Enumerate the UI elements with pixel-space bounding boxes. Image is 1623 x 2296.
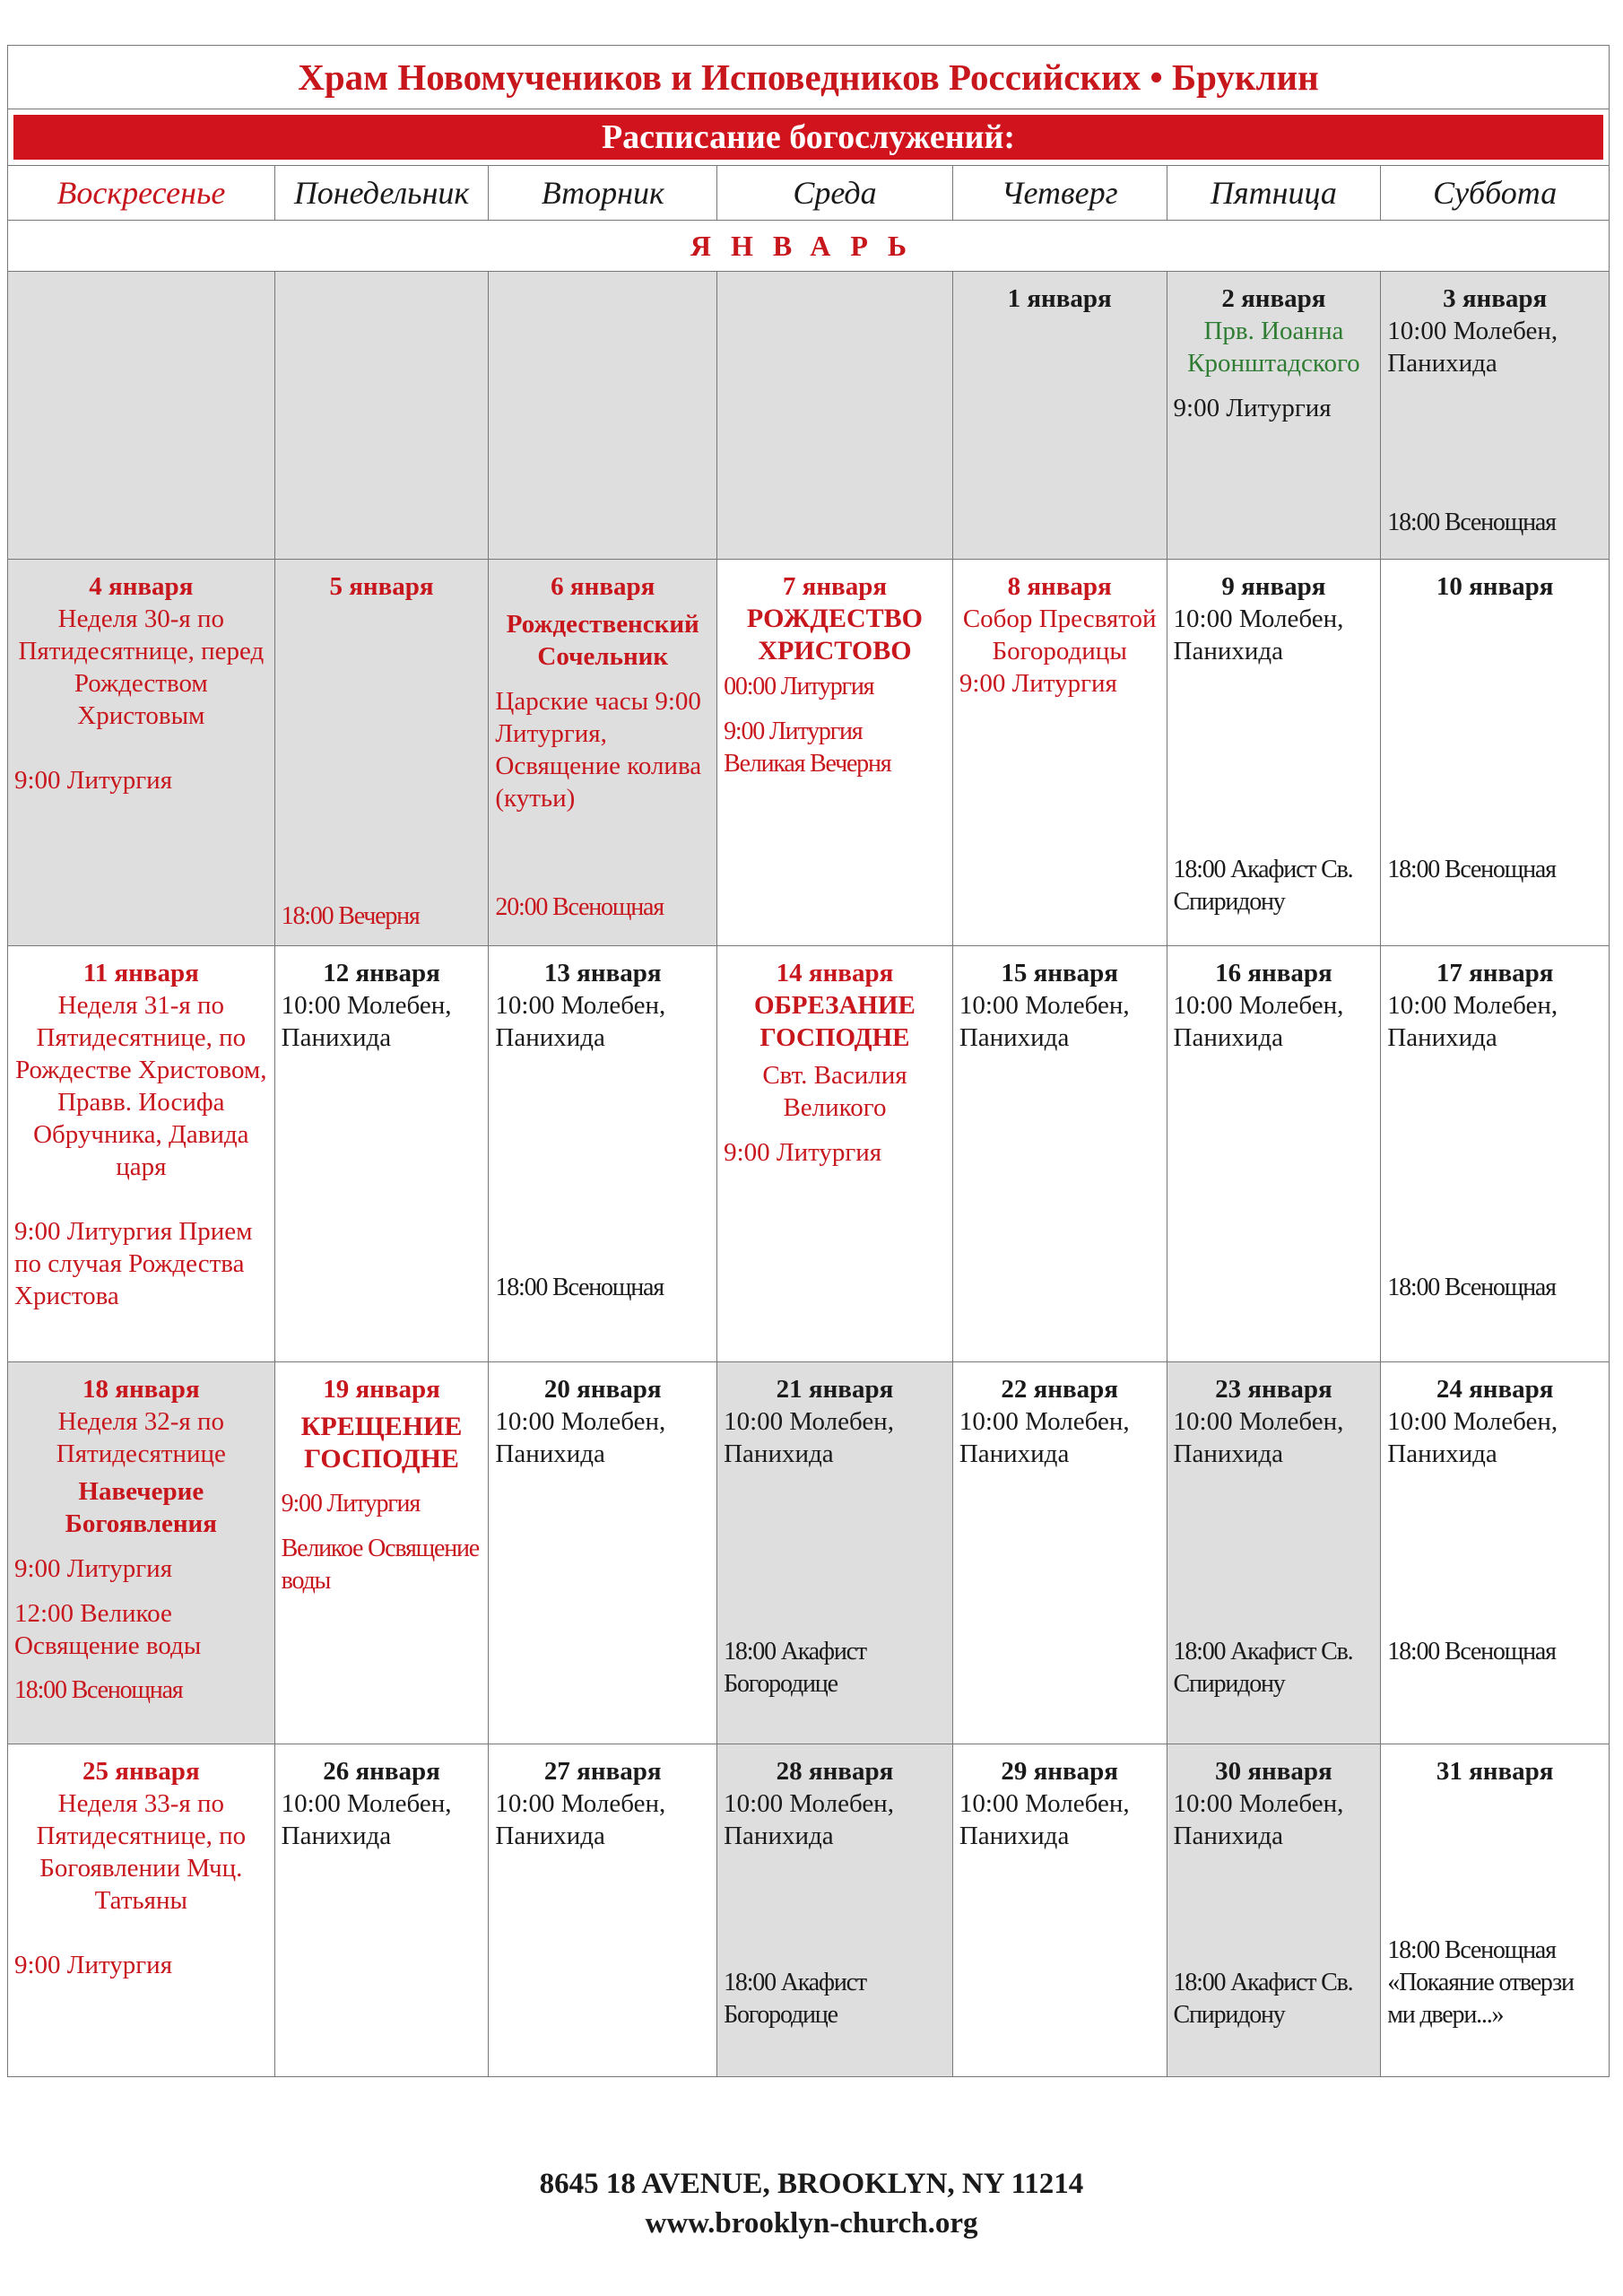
day-cell xyxy=(275,1744,490,2076)
day-date: 16 января xyxy=(1215,959,1332,987)
day-cell xyxy=(717,560,953,945)
day-date: 26 января xyxy=(323,1757,440,1786)
day-cell xyxy=(8,1362,275,1744)
day-cell-empty xyxy=(275,272,490,559)
day-date: 8 января xyxy=(1007,572,1112,601)
day-date: 13 января xyxy=(543,959,662,987)
feast-description: Собор Пресвятой Богородицы xyxy=(962,604,1157,665)
service-text: 9:00 Литургия xyxy=(281,1490,421,1518)
day-cell xyxy=(1381,560,1609,945)
day-cell xyxy=(953,1362,1167,1744)
evening-service: 18:00 Акафист Богородице xyxy=(724,1969,866,2029)
day-cell xyxy=(953,1744,1167,2076)
day-cell xyxy=(489,1744,717,2076)
service-text: 9:00 Литургия xyxy=(959,669,1117,698)
day-cell xyxy=(275,946,490,1361)
day-date: 6 января xyxy=(551,572,655,601)
service-text: 10:00 Молебен, Панихида xyxy=(1387,991,1558,1052)
day-cell xyxy=(8,560,275,945)
weekday-saturday: Суббота xyxy=(1433,175,1558,211)
evening-service: 18:00 Акафист Св. Спиридону xyxy=(1173,856,1353,916)
week-row xyxy=(8,272,1609,559)
weekday-friday: Пятница xyxy=(1167,166,1382,220)
calendar-grid xyxy=(7,272,1610,2077)
service-text: 10:00 Молебен, Панихида xyxy=(1173,1407,1344,1468)
service-text: Царские часы 9:00 Литургия, Освящение колива (кутьи) xyxy=(495,687,702,813)
schedule-banner: Расписание богослужений: xyxy=(13,115,1603,160)
feast-title: Рождественский Сочельник xyxy=(506,610,699,671)
evening-service: 18:00 Всенощная xyxy=(495,1274,664,1301)
service-text: 9:00 Литургия Великая Вечерня xyxy=(724,718,891,778)
saint-commemoration: Свт. Василия Великого xyxy=(762,1061,907,1122)
day-cell xyxy=(1381,272,1609,559)
day-cell xyxy=(717,946,953,1361)
day-cell-empty xyxy=(717,272,953,559)
service-text: 9:00 Литургия xyxy=(14,1951,173,1979)
feast-title: РОЖДЕСТВО ХРИСТОВО xyxy=(746,604,923,665)
day-date: 30 января xyxy=(1215,1757,1332,1786)
day-cell xyxy=(953,946,1167,1361)
day-cell xyxy=(489,560,717,945)
saint-commemoration: Прв. Иоанна Кронштадского xyxy=(1187,317,1360,378)
schedule-header xyxy=(7,45,1610,272)
weekday-thursday: Четверг xyxy=(953,166,1167,220)
day-cell xyxy=(1167,1744,1382,2076)
evening-service: 18:00 Всенощная xyxy=(14,1676,183,1704)
day-cell-empty xyxy=(8,272,275,559)
day-date: 29 января xyxy=(1001,1757,1118,1786)
day-date: 25 января xyxy=(82,1757,200,1786)
feast-title: Навечерие Богоявления xyxy=(65,1477,217,1538)
day-date: 28 января xyxy=(776,1757,894,1786)
weekday-sunday: Воскресенье xyxy=(8,166,275,220)
week-row xyxy=(8,1361,1609,1744)
day-date: 17 января xyxy=(1436,959,1554,987)
day-cell xyxy=(489,1362,717,1744)
day-date: 14 января xyxy=(776,959,894,987)
service-text: 10:00 Молебен, Панихида xyxy=(959,1407,1130,1468)
day-date: 31 января xyxy=(1436,1757,1554,1786)
week-row xyxy=(8,945,1609,1361)
feast-description: Неделя 32-я по Пятидесятнице xyxy=(56,1407,226,1468)
day-cell xyxy=(1381,946,1609,1361)
service-text: 10:00 Молебен, Панихида xyxy=(1173,1789,1344,1850)
feast-title: ОБРЕЗАНИЕ ГОСПОДНЕ xyxy=(754,991,916,1052)
day-cell xyxy=(489,946,717,1361)
day-cell xyxy=(953,272,1167,559)
church-address: 8645 18 AVENUE, BROOKLYN, NY 11214 xyxy=(539,2168,1084,2200)
church-website[interactable]: www.brooklyn-church.org xyxy=(645,2207,978,2239)
evening-service: 18:00 Акафист Богородице xyxy=(724,1638,866,1698)
day-date: 23 января xyxy=(1215,1375,1332,1404)
service-text: 10:00 Молебен, Панихида xyxy=(495,991,666,1052)
day-cell xyxy=(8,946,275,1361)
day-date: 27 января xyxy=(543,1757,662,1786)
evening-service: 18:00 Всенощная xyxy=(1387,509,1556,536)
service-text: 10:00 Молебен, Панихида xyxy=(495,1407,666,1468)
day-date: 15 января xyxy=(1001,959,1118,987)
day-cell xyxy=(953,560,1167,945)
evening-service: 18:00 Акафист Св. Спиридону xyxy=(1173,1638,1353,1698)
day-date: 4 января xyxy=(89,572,194,601)
feast-description: Неделя 33-я по Пятидесятнице, по Богоявлении Мчц. Татьяны xyxy=(36,1789,247,1915)
evening-service: 18:00 Акафист Св. Спиридону xyxy=(1173,1969,1353,2029)
day-cell xyxy=(1381,1362,1609,1744)
day-date: 18 января xyxy=(82,1375,200,1404)
day-date: 19 января xyxy=(323,1375,440,1404)
evening-service: 18:00 Вечерня xyxy=(281,902,420,930)
day-cell xyxy=(275,560,490,945)
weekday-monday: Понедельник xyxy=(275,166,490,220)
day-date: 20 января xyxy=(543,1375,662,1404)
service-text: 10:00 Молебен, Панихида xyxy=(495,1789,666,1850)
day-cell xyxy=(717,1362,953,1744)
day-cell xyxy=(717,1744,953,2076)
day-cell xyxy=(275,1362,490,1744)
service-text: 10:00 Молебен, Панихида xyxy=(724,1407,894,1468)
service-text: 9:00 Литургия xyxy=(14,766,173,795)
service-text: 10:00 Молебен, Панихида xyxy=(281,1789,452,1850)
day-cell xyxy=(1167,1362,1382,1744)
day-cell xyxy=(8,1744,275,2076)
service-text: 9:00 Литургия Прием по случая Рождества Христова xyxy=(14,1217,253,1310)
day-date: 2 января xyxy=(1221,284,1326,313)
day-cell xyxy=(1381,1744,1609,2076)
day-date: 24 января xyxy=(1436,1375,1554,1404)
day-date: 9 января xyxy=(1221,572,1326,601)
schedule-sheet xyxy=(7,45,1610,2077)
service-text: 00:00 Литургия xyxy=(724,673,874,700)
weekday-tuesday: Вторник xyxy=(489,166,717,220)
service-text: 10:00 Молебен, Панихида xyxy=(1173,991,1344,1052)
service-text: 10:00 Молебен, Панихида xyxy=(1387,317,1558,378)
day-date: 7 января xyxy=(782,572,888,601)
weekday-wednesday: Среда xyxy=(717,166,953,220)
church-title: Храм Новомучеников и Исповедников Российских • Бруклин xyxy=(8,46,1609,109)
service-text: Великое Освящение воды xyxy=(281,1535,480,1595)
evening-service: 18:00 Всенощная «Покаяние отверзи ми двери...» xyxy=(1387,1936,1574,2029)
service-text: 10:00 Молебен, Панихида xyxy=(1387,1407,1558,1468)
service-text: 9:00 Литургия xyxy=(14,1554,173,1583)
service-text: 10:00 Молебен, Панихида xyxy=(1173,604,1344,665)
day-cell-empty xyxy=(489,272,717,559)
day-cell xyxy=(1167,560,1382,945)
evening-service: 18:00 Всенощная xyxy=(1387,856,1556,883)
service-text: 9:00 Литургия xyxy=(1173,394,1332,422)
service-text: 10:00 Молебен, Панихида xyxy=(724,1789,894,1850)
footer xyxy=(0,2164,1623,2243)
day-date: 22 января xyxy=(1001,1375,1118,1404)
feast-description: Неделя 31-я по Пятидесятнице, по Рождестве Христовом, Правв. Иосифа Обручника, Давида царя xyxy=(15,991,267,1181)
weekday-header-row xyxy=(8,166,1609,221)
day-cell xyxy=(1167,946,1382,1361)
day-date: 10 января xyxy=(1436,572,1554,601)
day-cell xyxy=(1167,272,1382,559)
day-date: 3 января xyxy=(1443,284,1548,313)
service-text: 9:00 Литургия xyxy=(724,1138,882,1167)
month-title: ЯНВАРЬ xyxy=(8,221,1609,272)
evening-service: 18:00 Всенощная xyxy=(1387,1274,1556,1301)
evening-service: 18:00 Всенощная xyxy=(1387,1638,1556,1665)
service-text: 12:00 Великое Освящение воды xyxy=(14,1599,202,1660)
day-date: 11 января xyxy=(82,959,199,987)
day-date: 5 января xyxy=(329,572,434,601)
feast-title: КРЕЩЕНИЕ ГОСПОДНЕ xyxy=(300,1412,463,1474)
day-date: 1 января xyxy=(1007,284,1112,313)
service-text: 10:00 Молебен, Панихида xyxy=(959,991,1130,1052)
day-date: 21 января xyxy=(776,1375,894,1404)
week-row xyxy=(8,559,1609,945)
service-text: 10:00 Молебен, Панихида xyxy=(281,991,452,1052)
day-date: 12 января xyxy=(323,959,440,987)
service-text: 10:00 Молебен, Панихида xyxy=(959,1789,1130,1850)
evening-service: 20:00 Всенощная xyxy=(495,893,664,921)
week-row xyxy=(8,1744,1609,2076)
feast-description: Неделя 30-я по Пятидесятнице, перед Рождеством Христовым xyxy=(18,604,265,730)
